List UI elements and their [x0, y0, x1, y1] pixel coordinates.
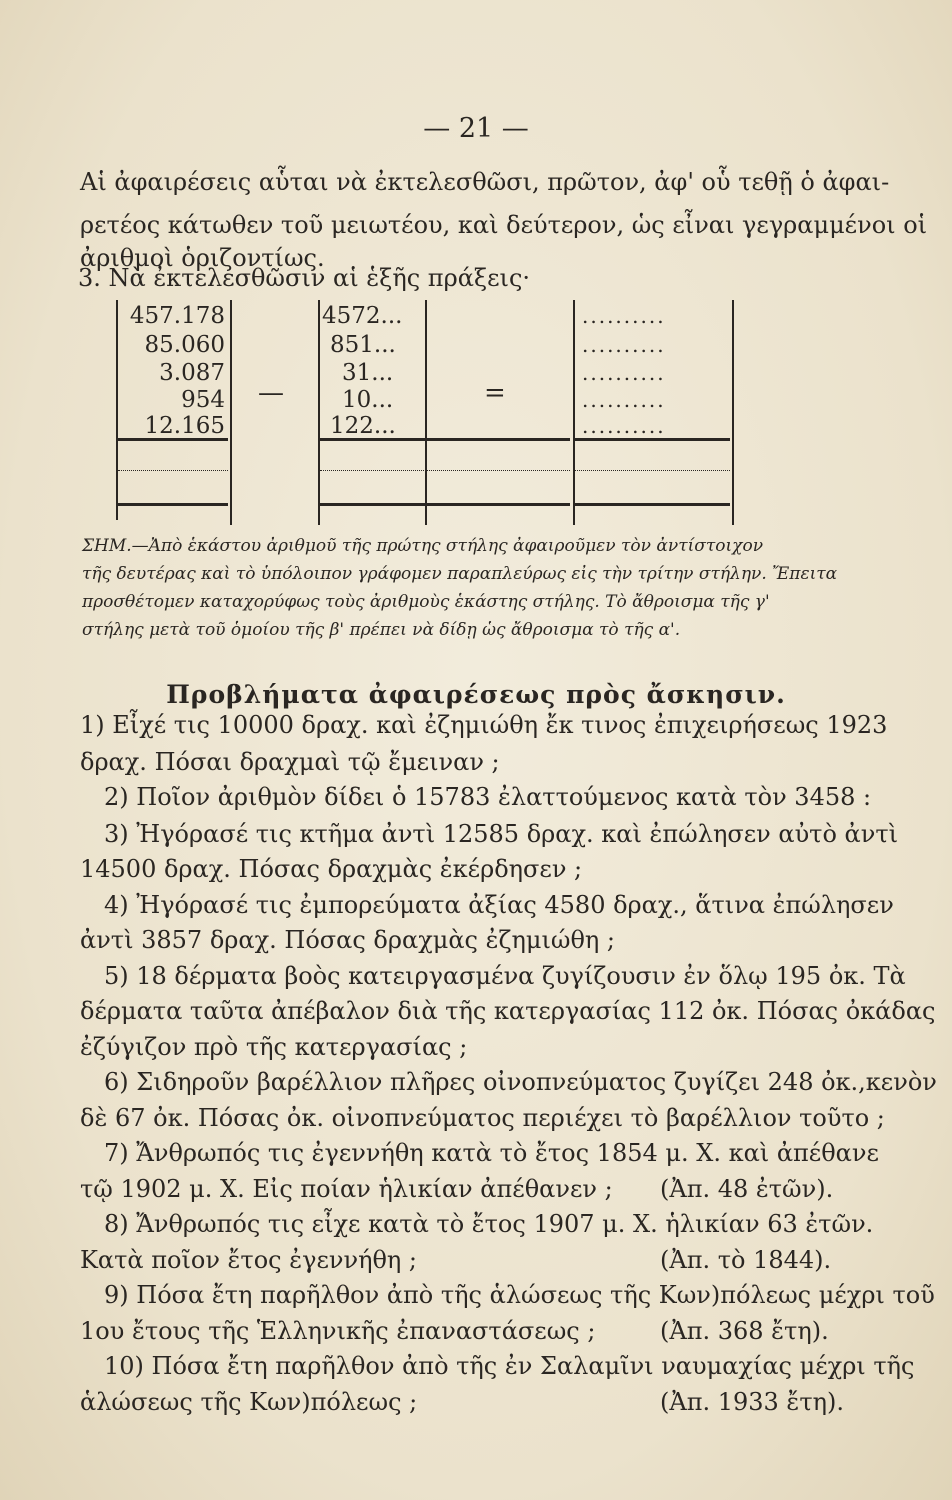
note-line-3: προσθέτομεν καταχορύφως τοὺς ἀριθμοὺς ἑκάστης στήλης. Τὸ ἄθροισμα τῆς γ' [82, 592, 770, 612]
problem-8-line-2: Κατὰ ποῖον ἔτος ἐγεννήθη ; [80, 1246, 417, 1274]
problem-7-line-1: 7) Ἄνθρωπός τις ἐγεννήθη κατὰ τὸ ἔτος 1854 μ. Χ. καὶ ἀπέθανε [104, 1139, 879, 1167]
col2-value: 122... [330, 413, 396, 439]
intro-line-1: Αἱ ἀφαιρέσεις αὗται νὰ ἐκτελεσθῶσι, πρῶτον, ἀφ' οὗ τεθῇ ὁ ἀφαι- [80, 168, 890, 196]
col1-value: 457.178 [129, 303, 225, 329]
col2-value: 10... [342, 387, 394, 413]
note-line-4: στήλης μετὰ τοῦ ὁμοίου τῆς β' πρέπει νὰ δίδῃ ὡς ἄθροισμα τὸ τῆς α'. [82, 620, 681, 640]
col2-value: 4572... [322, 303, 403, 329]
blank-result-dots: .......... [582, 414, 666, 438]
problem-5-line-1: 5) 18 δέρματα βοὸς κατειργασμένα ζυγίζουσιν ἐν ὅλῳ 195 ὀκ. Τὰ [104, 962, 906, 990]
col1-value: 12.165 [144, 413, 225, 439]
intro-line-3: ἀριθμοὶ ὁριζοντίως. [80, 244, 325, 272]
col3-total-rule [575, 438, 730, 441]
problem-1-line-2: δραχ. Πόσαι δραχμαὶ τῷ ἔμειναν ; [80, 748, 500, 776]
answer-10: (Ἀπ. 1933 ἔτη). [660, 1388, 844, 1416]
blank-result-dots: .......... [582, 304, 666, 328]
problem-4-line-2: ἀντὶ 3857 δραχ. Πόσας δραχμὰς ἐζημιώθη ; [80, 926, 615, 954]
exercise-3-title: 3. Νὰ ἐκτελεσθῶσιν αἱ ἑξῆς πράξεις· [78, 264, 531, 292]
note-line-2: τῆς δευτέρας καὶ τὸ ὑπόλοιπον γράφομεν παραπλεύρως εἰς τὴν τρίτην στήλην. Ἔπειτα [82, 564, 838, 584]
problem-1-line-1: 1) Εἶχέ τις 10000 δραχ. καὶ ἐζημιώθη ἔκ τινος ἐπιχειρήσεως 1923 [80, 711, 888, 739]
problem-10-line-2: ἁλώσεως τῆς Κων)πόλεως ; [80, 1388, 418, 1416]
blank-result-dots: .......... [582, 361, 666, 385]
problem-10-line-1: 10) Πόσα ἔτη παρῆλθον ἀπὸ τῆς ἐν Σαλαμῖνι ναυμαχίας μέχρι τῆς [104, 1352, 915, 1380]
col3-dotted-rule [575, 470, 730, 471]
problem-6-line-1: 6) Σιδηροῦν βαρέλλιον πλῆρες οἰνοπνεύματος ζυγίζει 248 ὀκ.,κενὸν [104, 1068, 937, 1096]
col3-final-rule [575, 503, 730, 506]
problem-5-line-2: δέρματα ταῦτα ἀπέβαλον διὰ τῆς κατεργασίας 112 ὀκ. Πόσας ὀκάδας [80, 997, 936, 1025]
answer-8: (Ἀπ. τὸ 1844). [660, 1246, 832, 1274]
problem-3-line-2: 14500 δραχ. Πόσας δραχμὰς ἐκέρδησεν ; [80, 855, 583, 883]
col1-total-rule [118, 438, 228, 441]
answer-7: (Ἀπ. 48 ἐτῶν). [660, 1175, 834, 1203]
minus-sign: — [258, 378, 284, 408]
col2-value: 851... [330, 332, 396, 358]
problem-7-line-2: τῷ 1902 μ. Χ. Εἰς ποίαν ἡλικίαν ἀπέθανεν ; [80, 1175, 613, 1203]
problem-5-line-3: ἐζύγιζον πρὸ τῆς κατεργασίας ; [80, 1033, 468, 1061]
problem-6-line-2: δὲ 67 ὀκ. Πόσας ὀκ. οἰνοπνεύματος περιέχει τὸ βαρέλλιον τοῦτο ; [80, 1104, 885, 1132]
intro-line-2: ρετέος κάτωθεν τοῦ μειωτέου, καὶ δεύτερον, ὡς εἶναι γεγραμμένοι οἱ [80, 211, 928, 239]
equals-sign: = [484, 378, 506, 408]
problem-2: 2) Ποῖον ἀριθμὸν δίδει ὁ 15783 ἐλαττούμενος κατὰ τὸν 3458 : [104, 783, 872, 811]
table-rule-col3-right [732, 300, 734, 525]
problem-9-line-2: 1ου ἔτους τῆς Ἑλληνικῆς ἐπαναστάσεως ; [80, 1317, 596, 1345]
section-heading: Προβλήματα ἀφαιρέσεως πρὸς ἄσκησιν. [166, 680, 786, 709]
problem-3-line-1: 3) Ἠγόρασέ τις κτῆμα ἀντὶ 12585 δραχ. καὶ ἐπώλησεν αὐτὸ ἀντὶ [104, 820, 899, 848]
col2-final-rule [320, 503, 570, 506]
problem-9-line-1: 9) Πόσα ἔτη παρῆλθον ἀπὸ τῆς ἁλώσεως τῆς Κων)πόλεως μέχρι τοῦ [104, 1281, 935, 1309]
problem-4-line-1: 4) Ἠγόρασέ τις ἐμπορεύματα ἀξίας 4580 δραχ., ἅτινα ἐπώλησεν [104, 891, 894, 919]
answer-9: (Ἀπ. 368 ἔτη). [660, 1317, 829, 1345]
blank-result-dots: .......... [582, 388, 666, 412]
col1-final-rule [118, 503, 228, 506]
note-line-1: ΣΗΜ.—Ἀπὸ ἑκάστου ἀριθμοῦ τῆς πρώτης στήλης ἀφαιροῦμεν τὸν ἀντίστοιχον [82, 536, 764, 556]
col1-value: 85.060 [144, 332, 225, 358]
col1-value: 3.087 [159, 360, 225, 386]
col2-dotted-rule [320, 470, 570, 471]
page-number: — 21 — [423, 113, 529, 144]
problem-8-line-1: 8) Ἄνθρωπός τις εἶχε κατὰ τὸ ἔτος 1907 μ. Χ. ἡλικίαν 63 ἐτῶν. [104, 1210, 874, 1238]
col2-value: 31... [342, 360, 394, 386]
col2-total-rule [320, 438, 570, 441]
blank-result-dots: .......... [582, 333, 666, 357]
col1-dotted-rule [118, 470, 228, 471]
table-rule-col3-left [573, 300, 575, 525]
col1-value: 954 [181, 387, 225, 413]
table-rule-col1-right [230, 300, 232, 525]
